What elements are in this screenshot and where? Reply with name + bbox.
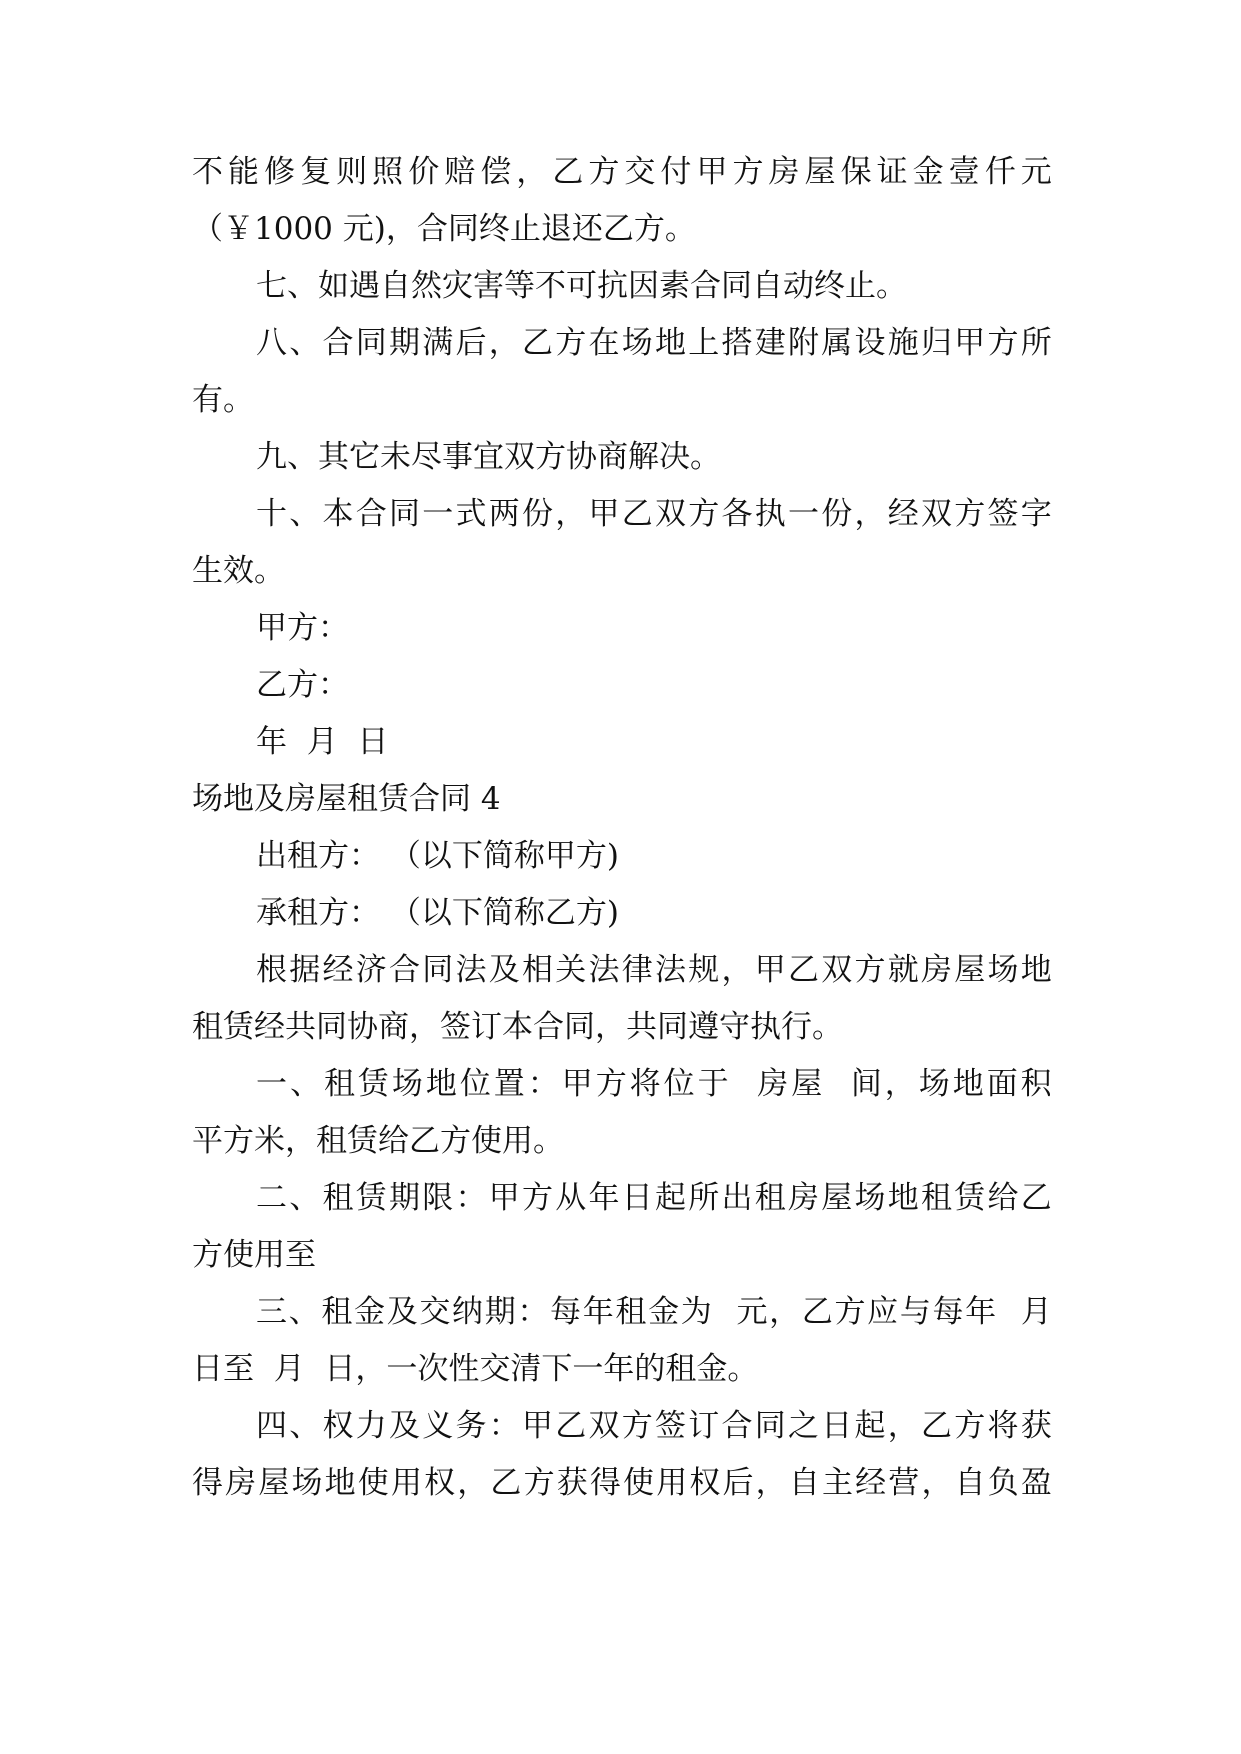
text-char: 位 bbox=[459, 1066, 491, 1102]
text-char bbox=[838, 1064, 848, 1104]
text-char: 权 bbox=[322, 1408, 354, 1444]
text-char: ， bbox=[457, 1465, 489, 1501]
text-char: 负 bbox=[987, 1465, 1019, 1501]
text-char: 一 bbox=[256, 1066, 287, 1102]
text-char: 十 bbox=[256, 496, 287, 532]
text-char: 租 bbox=[323, 1066, 355, 1102]
text-char bbox=[825, 1064, 835, 1104]
text-char: 期 bbox=[389, 325, 420, 361]
text-char: 、 bbox=[289, 1408, 321, 1444]
text-char: 乙 bbox=[921, 1408, 952, 1444]
text-char: 使 bbox=[623, 1465, 655, 1501]
text-char: 据 bbox=[289, 952, 321, 988]
text-char: 场 bbox=[987, 952, 1019, 988]
text-char: 本 bbox=[322, 496, 354, 532]
text-char: 自 bbox=[954, 1465, 986, 1501]
text-char: ， bbox=[921, 1465, 953, 1501]
text-line bbox=[256, 323, 1052, 363]
text-char: 地 bbox=[655, 325, 686, 361]
text-char: ， bbox=[488, 325, 520, 361]
text-char: 就 bbox=[887, 952, 919, 988]
text-char: ， bbox=[755, 1465, 787, 1501]
text-char: 合 bbox=[355, 496, 387, 532]
text-char: 屋 bbox=[804, 154, 836, 190]
text-line: 七、如遇自然灾害等不可抗因素合同自动终止。 bbox=[256, 268, 907, 304]
text-line: 平方米，租赁给乙方使用。 bbox=[192, 1123, 564, 1159]
text-char: 使 bbox=[357, 1465, 389, 1501]
text-char: 执 bbox=[754, 496, 786, 532]
text-char: 营 bbox=[888, 1465, 920, 1501]
text-char: 位 bbox=[663, 1066, 695, 1102]
text-char: 场 bbox=[918, 1066, 950, 1102]
text-line bbox=[256, 1406, 1052, 1446]
text-char: 签 bbox=[655, 1408, 686, 1444]
text-char: 方 bbox=[621, 1408, 653, 1444]
text-char: 每 bbox=[932, 1294, 964, 1330]
text-char: 归 bbox=[921, 325, 952, 361]
text-line: 租赁经共同协商，签订本合同，共同遵守执行。 bbox=[192, 1009, 843, 1045]
text-char: 二 bbox=[256, 1180, 287, 1216]
text-char: 场 bbox=[391, 1066, 423, 1102]
lessor-line: 出租方： （以下简称甲方) bbox=[256, 838, 619, 874]
text-char: 房 bbox=[757, 1066, 789, 1102]
text-char: 份 bbox=[821, 496, 853, 532]
text-char: 同 bbox=[422, 952, 454, 988]
text-char: 方 bbox=[854, 952, 886, 988]
text-char: 交 bbox=[624, 154, 656, 190]
text-char: 赁 bbox=[357, 1066, 389, 1102]
signature-party-a: 甲方： bbox=[256, 610, 349, 646]
text-char: 方 bbox=[954, 496, 986, 532]
text-char: 之 bbox=[788, 1408, 819, 1444]
text-char: 、 bbox=[289, 496, 321, 532]
text-char: 用 bbox=[390, 1465, 422, 1501]
text-char: 获 bbox=[556, 1465, 588, 1501]
text-char: 经 bbox=[887, 496, 919, 532]
text-line: （￥1000 元)，合同终止退还乙方。 bbox=[192, 211, 696, 247]
text-char: 权 bbox=[424, 1465, 456, 1501]
text-char: ， bbox=[721, 952, 753, 988]
text-char: 租 bbox=[921, 1180, 952, 1216]
text-char: 照 bbox=[372, 154, 404, 190]
text-char: 式 bbox=[455, 496, 487, 532]
text-char: 后 bbox=[455, 325, 487, 361]
text-char bbox=[744, 1064, 754, 1104]
text-char: 设 bbox=[854, 325, 886, 361]
text-char: 一 bbox=[422, 496, 454, 532]
text-char: 应 bbox=[867, 1294, 899, 1330]
text-char: 地 bbox=[324, 1465, 356, 1501]
text-char: 满 bbox=[422, 325, 454, 361]
text-char: 地 bbox=[887, 1180, 919, 1216]
text-char: 及 bbox=[386, 1294, 418, 1330]
text-char: 付 bbox=[660, 154, 692, 190]
text-char: 修 bbox=[264, 154, 296, 190]
text-char: 赔 bbox=[444, 154, 476, 190]
text-char bbox=[732, 1064, 742, 1104]
text-char: 签 bbox=[987, 496, 1019, 532]
text-line: 生效。 bbox=[192, 553, 285, 589]
text-char: 合 bbox=[322, 325, 354, 361]
text-char: 方 bbox=[732, 154, 764, 190]
text-char: 合 bbox=[389, 952, 420, 988]
text-char: 订 bbox=[688, 1408, 720, 1444]
text-char: 每 bbox=[550, 1294, 582, 1330]
text-char: 屋 bbox=[821, 1180, 853, 1216]
text-char: 仟 bbox=[984, 154, 1016, 190]
text-char: 三 bbox=[256, 1294, 287, 1330]
text-char: 金 bbox=[912, 154, 944, 190]
text-char: 律 bbox=[621, 952, 653, 988]
text-char: 租 bbox=[754, 1180, 786, 1216]
text-char: 用 bbox=[656, 1465, 688, 1501]
text-char: ： bbox=[488, 1408, 520, 1444]
text-line bbox=[256, 494, 1052, 534]
text-char: 方 bbox=[595, 1066, 627, 1102]
text-char: 偿 bbox=[480, 154, 512, 190]
text-char: 置 bbox=[493, 1066, 525, 1102]
text-char: ： bbox=[527, 1066, 559, 1102]
text-char: 日 bbox=[621, 1180, 653, 1216]
text-char: 经 bbox=[322, 952, 354, 988]
text-char: ： bbox=[455, 1180, 487, 1216]
text-char: 务 bbox=[455, 1408, 487, 1444]
text-char: 字 bbox=[1020, 496, 1052, 532]
text-char: 各 bbox=[721, 496, 753, 532]
text-char: 起 bbox=[854, 1408, 886, 1444]
contract-title: 场地及房屋租赁合同 4 bbox=[192, 781, 501, 817]
text-char: 义 bbox=[422, 1408, 454, 1444]
text-char: 面 bbox=[986, 1066, 1018, 1102]
text-char: 屋 bbox=[954, 952, 986, 988]
text-char: 得 bbox=[589, 1465, 621, 1501]
text-char: 赁 bbox=[355, 1180, 387, 1216]
text-char: 租 bbox=[321, 1294, 353, 1330]
text-char: 限 bbox=[422, 1180, 454, 1216]
text-char: 日 bbox=[821, 1408, 853, 1444]
text-char: 积 bbox=[1020, 1066, 1052, 1102]
text-char: 不 bbox=[192, 154, 223, 190]
text-char: 租 bbox=[322, 1180, 354, 1216]
text-char: 乙 bbox=[788, 952, 819, 988]
text-char: 属 bbox=[821, 325, 853, 361]
text-char: 在 bbox=[588, 325, 620, 361]
text-line bbox=[192, 152, 1052, 192]
text-char: 建 bbox=[754, 325, 786, 361]
lessee-line: 承租方： （以下简称乙方) bbox=[256, 895, 619, 931]
text-char: 出 bbox=[721, 1180, 753, 1216]
text-char: 甲 bbox=[488, 1180, 520, 1216]
text-char: 相 bbox=[522, 952, 553, 988]
text-char: 方 bbox=[688, 496, 720, 532]
text-char: 甲 bbox=[588, 496, 620, 532]
text-char: 双 bbox=[655, 496, 686, 532]
text-char: 甲 bbox=[954, 325, 986, 361]
text-char: 上 bbox=[688, 325, 720, 361]
text-char: ， bbox=[854, 496, 886, 532]
text-char: 乙 bbox=[555, 1408, 587, 1444]
text-char: 双 bbox=[921, 496, 952, 532]
text-char: 方 bbox=[555, 325, 587, 361]
text-char: 能 bbox=[228, 154, 260, 190]
text-char: 月 bbox=[1020, 1294, 1052, 1330]
text-char: 与 bbox=[899, 1294, 931, 1330]
text-char: 交 bbox=[419, 1294, 451, 1330]
text-char: 地 bbox=[952, 1066, 984, 1102]
text-char: 获 bbox=[1020, 1408, 1052, 1444]
text-char: ， bbox=[887, 1408, 919, 1444]
text-char: 法 bbox=[588, 952, 620, 988]
text-char: 及 bbox=[389, 1408, 420, 1444]
text-char: 甲 bbox=[561, 1066, 593, 1102]
text-char: 房 bbox=[225, 1465, 257, 1501]
text-char: 赁 bbox=[954, 1180, 986, 1216]
text-line: 有。 bbox=[192, 382, 254, 418]
text-char: 金 bbox=[648, 1294, 680, 1330]
text-char: 份 bbox=[522, 496, 553, 532]
text-char: 元 bbox=[1020, 154, 1052, 190]
text-char: 、 bbox=[288, 1294, 320, 1330]
text-char: 经 bbox=[855, 1465, 887, 1501]
text-char: 从 bbox=[555, 1180, 587, 1216]
text-char: 起 bbox=[655, 1180, 686, 1216]
text-line bbox=[192, 1463, 1052, 1503]
text-char: 规 bbox=[688, 952, 720, 988]
text-char: 乙 bbox=[801, 1294, 833, 1330]
text-char: 乙 bbox=[621, 496, 653, 532]
text-char: 关 bbox=[555, 952, 587, 988]
text-char: 甲 bbox=[754, 952, 786, 988]
text-line: 日至 月 日，一次性交清下一年的租金。 bbox=[192, 1351, 759, 1387]
text-char: 后 bbox=[722, 1465, 754, 1501]
text-char bbox=[713, 1292, 723, 1332]
text-char: 价 bbox=[408, 154, 440, 190]
signature-date: 年 月 日 bbox=[256, 724, 389, 760]
text-char: 得 bbox=[192, 1465, 223, 1501]
text-char: 两 bbox=[488, 496, 520, 532]
text-char: ， bbox=[884, 1066, 916, 1102]
text-char: 租 bbox=[615, 1294, 647, 1330]
text-line bbox=[256, 1064, 1052, 1104]
text-char: 证 bbox=[876, 154, 908, 190]
text-char: 、 bbox=[289, 1066, 321, 1102]
text-char: 地 bbox=[425, 1066, 457, 1102]
text-char: 同 bbox=[389, 496, 420, 532]
text-char: 方 bbox=[954, 1408, 986, 1444]
text-char: 场 bbox=[291, 1465, 323, 1501]
text-char: 保 bbox=[840, 154, 872, 190]
text-line bbox=[256, 1178, 1052, 1218]
text-char: 方 bbox=[987, 325, 1019, 361]
text-char: 场 bbox=[854, 1180, 886, 1216]
text-char: 根 bbox=[256, 952, 287, 988]
text-char: 金 bbox=[354, 1294, 386, 1330]
text-char: 自 bbox=[788, 1465, 820, 1501]
text-char: 壹 bbox=[948, 154, 980, 190]
text-char: 房 bbox=[788, 1180, 819, 1216]
text-char: 双 bbox=[588, 1408, 620, 1444]
text-char: 甲 bbox=[522, 1408, 553, 1444]
text-char: 搭 bbox=[721, 325, 753, 361]
text-char: 、 bbox=[289, 325, 321, 361]
text-char: 盈 bbox=[1020, 1465, 1052, 1501]
text-char: 元 bbox=[736, 1294, 768, 1330]
text-char: 一 bbox=[788, 496, 819, 532]
text-char: 复 bbox=[300, 154, 332, 190]
text-char: 方 bbox=[588, 154, 620, 190]
text-char: 四 bbox=[256, 1408, 287, 1444]
text-char: 纳 bbox=[452, 1294, 484, 1330]
text-char: 主 bbox=[821, 1465, 853, 1501]
text-char: ： bbox=[517, 1294, 549, 1330]
text-line: 方使用至 bbox=[192, 1237, 316, 1273]
text-char: 乙 bbox=[1020, 1180, 1052, 1216]
text-char: 方 bbox=[834, 1294, 866, 1330]
text-char: 所 bbox=[688, 1180, 720, 1216]
text-char: 于 bbox=[697, 1066, 729, 1102]
text-char: 间 bbox=[850, 1066, 882, 1102]
text-char: 甲 bbox=[696, 154, 728, 190]
text-char: ， bbox=[769, 1294, 801, 1330]
text-char: 乙 bbox=[490, 1465, 522, 1501]
text-char: 年 bbox=[965, 1294, 997, 1330]
text-char: 八 bbox=[256, 325, 287, 361]
text-char: 房 bbox=[768, 154, 800, 190]
text-char: 合 bbox=[721, 1408, 753, 1444]
text-char: 方 bbox=[523, 1465, 555, 1501]
text-char: 双 bbox=[821, 952, 853, 988]
text-char: 方 bbox=[522, 1180, 553, 1216]
text-char: 将 bbox=[987, 1408, 1019, 1444]
text-char: 及 bbox=[488, 952, 520, 988]
text-char: 期 bbox=[389, 1180, 420, 1216]
text-char: 房 bbox=[921, 952, 952, 988]
text-char: 同 bbox=[754, 1408, 786, 1444]
text-char: 为 bbox=[680, 1294, 712, 1330]
text-char: 法 bbox=[455, 952, 487, 988]
text-char: 同 bbox=[355, 325, 387, 361]
text-char bbox=[998, 1292, 1008, 1332]
text-char bbox=[1009, 1292, 1019, 1332]
text-char: 权 bbox=[689, 1465, 721, 1501]
text-char: 乙 bbox=[522, 325, 553, 361]
text-char: 年 bbox=[582, 1294, 614, 1330]
text-char: 给 bbox=[987, 1180, 1019, 1216]
text-char: ， bbox=[555, 496, 587, 532]
signature-party-b: 乙方： bbox=[256, 667, 349, 703]
text-char: 将 bbox=[629, 1066, 661, 1102]
text-line bbox=[256, 1292, 1052, 1332]
text-char: 场 bbox=[621, 325, 653, 361]
text-char: 屋 bbox=[791, 1066, 823, 1102]
text-char: 法 bbox=[655, 952, 686, 988]
text-char: 所 bbox=[1020, 325, 1052, 361]
text-char: 、 bbox=[289, 1180, 321, 1216]
text-line bbox=[256, 950, 1052, 990]
text-char: 地 bbox=[1020, 952, 1052, 988]
text-char: 年 bbox=[588, 1180, 620, 1216]
text-line: 九、其它未尽事宜双方协商解决。 bbox=[256, 439, 721, 475]
text-char: 施 bbox=[887, 325, 919, 361]
text-char: 屋 bbox=[258, 1465, 290, 1501]
text-char: 则 bbox=[336, 154, 368, 190]
text-char: 济 bbox=[355, 952, 387, 988]
text-char: 力 bbox=[355, 1408, 387, 1444]
text-char bbox=[725, 1292, 735, 1332]
text-char: 附 bbox=[788, 325, 819, 361]
text-char: 乙 bbox=[552, 154, 584, 190]
text-char: 期 bbox=[484, 1294, 516, 1330]
text-char: ， bbox=[516, 154, 548, 190]
